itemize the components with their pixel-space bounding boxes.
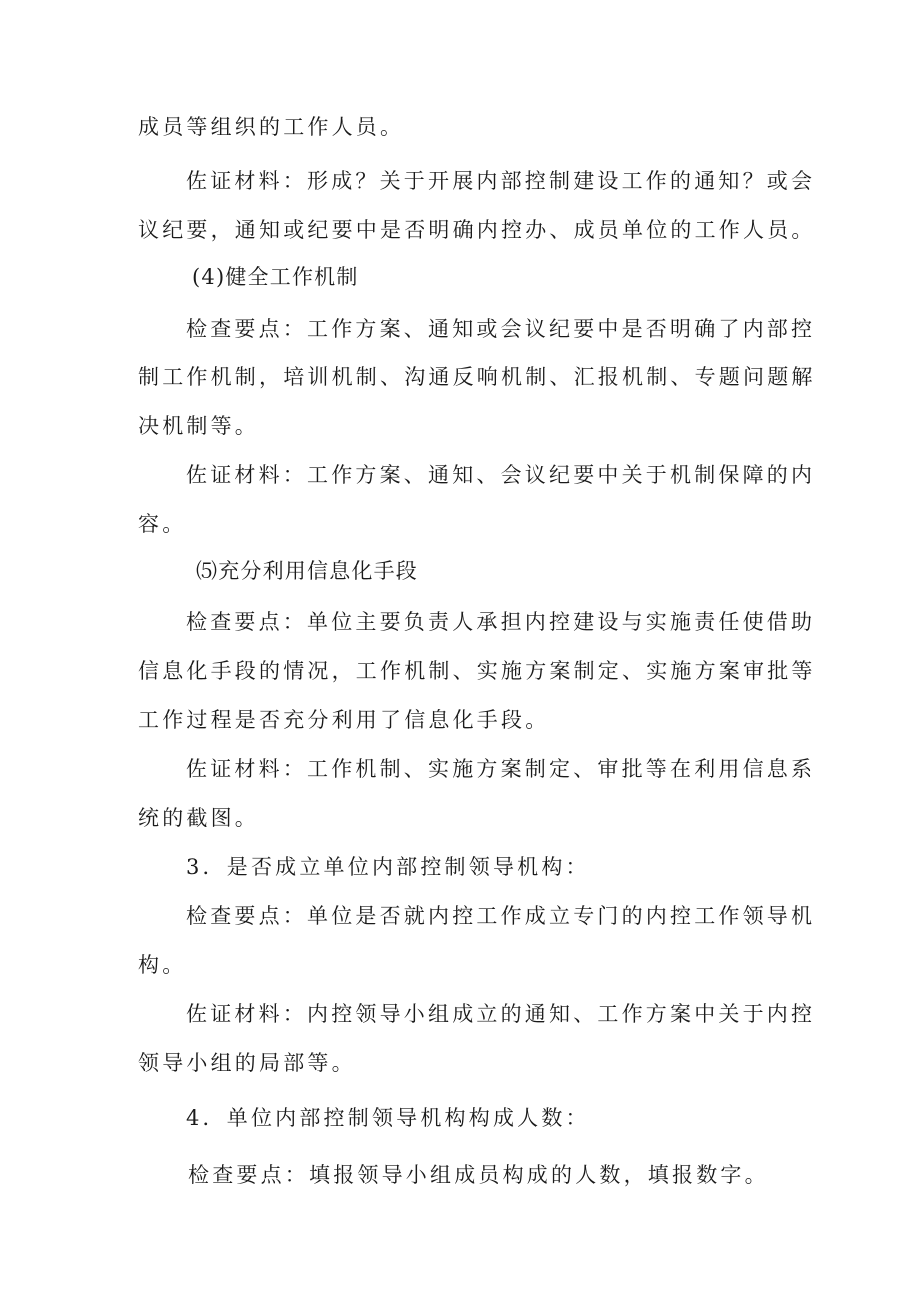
- paragraph-line: 检查要点：工作方案、通知或会议纪要中是否明确了内部控: [186, 317, 816, 341]
- paragraph-line: 检查要点：单位主要负责人承担内控建设与实施责任使借助: [186, 610, 816, 634]
- paragraph-line: 检查要点：填报领导小组成员构成的人数，填报数字。: [188, 1163, 769, 1187]
- paragraph-line: 佐证材料：内控领导小组成立的通知、工作方案中关于内控: [186, 1002, 816, 1026]
- paragraph-line: 佐证材料：形成？关于开展内部控制建设工作的通知？或会: [186, 169, 816, 193]
- paragraph-line: 制工作机制，培训机制、沟通反响机制、汇报机制、专题问题解: [138, 365, 816, 389]
- section-heading: 4．单位内部控制领导机构构成人数：: [186, 1106, 590, 1130]
- paragraph-line: 容。: [138, 512, 187, 536]
- paragraph-line: 检查要点：单位是否就内控工作成立专门的内控工作领导机: [186, 904, 816, 928]
- paragraph-line: 佐证材料：工作方案、通知、会议纪要中关于机制保障的内: [186, 463, 816, 487]
- paragraph-line: 决机制等。: [138, 414, 259, 438]
- section-heading: ⑸充分利用信息化手段: [196, 559, 418, 583]
- paragraph-line: 统的截图。: [138, 806, 259, 830]
- paragraph-line: 信息化手段的情况，工作机制、实施方案制定、实施方案审批等: [138, 659, 816, 683]
- paragraph-line: 领导小组的局部等。: [138, 1051, 356, 1075]
- paragraph-line: 工作过程是否充分利用了信息化手段。: [138, 708, 550, 732]
- paragraph-line: 成员等组织的工作人员。: [138, 115, 405, 139]
- section-heading: (4)健全工作机制: [192, 265, 359, 289]
- paragraph-line: 佐证材料：工作机制、实施方案制定、审批等在利用信息系: [186, 757, 816, 781]
- section-heading: 3．是否成立单位内部控制领导机构：: [186, 855, 590, 879]
- paragraph-line: 议纪要，通知或纪要中是否明确内控办、成员单位的工作人员。: [138, 218, 816, 242]
- paragraph-line: 构。: [138, 953, 187, 977]
